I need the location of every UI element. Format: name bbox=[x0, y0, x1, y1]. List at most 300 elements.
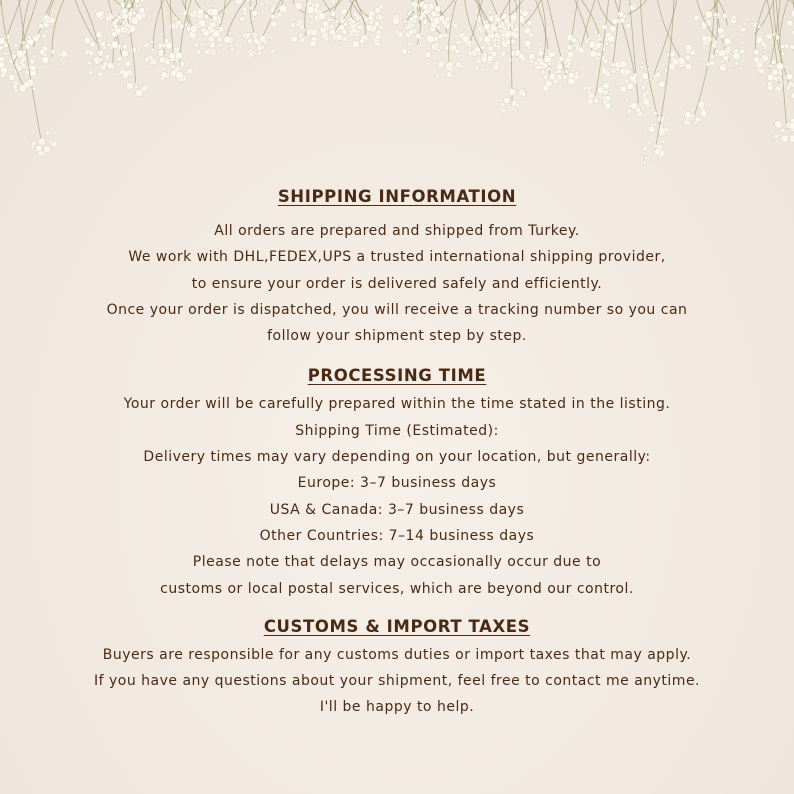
flower-bloom bbox=[789, 123, 794, 130]
flower-bloom bbox=[114, 24, 119, 29]
flower-bloom bbox=[603, 59, 608, 64]
flower-bloom bbox=[404, 19, 408, 23]
flower-bloom bbox=[563, 75, 568, 80]
flower-bloom bbox=[771, 60, 776, 65]
flower-bloom bbox=[557, 75, 562, 80]
flower-bloom bbox=[575, 71, 579, 75]
flower-bloom bbox=[117, 56, 122, 61]
flower-bloom bbox=[30, 59, 35, 64]
flower-bloom bbox=[240, 17, 245, 22]
flower-bloom bbox=[0, 33, 1, 38]
flower-bloom bbox=[411, 42, 415, 46]
flower-bloom bbox=[0, 56, 5, 61]
flower-bloom bbox=[705, 11, 713, 19]
text-line: Once your order is dispatched, you will receive a tracking number so you can bbox=[106, 301, 688, 318]
flower-bloom bbox=[96, 32, 102, 38]
flower-bloom bbox=[3, 52, 7, 56]
flower-bloom bbox=[541, 70, 545, 74]
flower-bloom bbox=[494, 33, 499, 38]
flower-bloom bbox=[587, 90, 591, 94]
flower-bloom bbox=[270, 49, 275, 54]
flower-bloom bbox=[105, 55, 110, 60]
flower-bloom bbox=[407, 50, 410, 53]
flower-bloom bbox=[446, 72, 452, 78]
text-line: We work with DHL,FEDEX,UPS a trusted international shipping provider, bbox=[128, 249, 666, 266]
flower-bloom bbox=[126, 83, 133, 90]
flower-bloom bbox=[351, 19, 356, 24]
flower-bloom bbox=[329, 24, 334, 29]
flower-bloom bbox=[753, 57, 759, 63]
flower-bloom bbox=[587, 98, 593, 104]
flower-bloom bbox=[596, 57, 600, 61]
flower-bloom bbox=[486, 68, 489, 71]
flower-bloom bbox=[772, 69, 778, 75]
flower-bloom bbox=[578, 47, 584, 53]
flower-stem bbox=[52, 0, 66, 57]
flower-bloom bbox=[603, 83, 610, 90]
flower-bloom bbox=[714, 54, 718, 58]
flower-bloom bbox=[357, 25, 362, 30]
flower-bloom bbox=[165, 59, 171, 65]
flower-bloom bbox=[353, 12, 358, 17]
flower-bloom bbox=[125, 27, 129, 31]
flower-bloom bbox=[685, 64, 692, 71]
flower-bloom bbox=[548, 67, 552, 71]
flower-bloom bbox=[618, 12, 624, 18]
flower-bloom bbox=[701, 36, 707, 42]
flower-bloom bbox=[547, 49, 551, 53]
flower-bloom bbox=[728, 69, 731, 72]
flower-bloom bbox=[45, 30, 49, 34]
text-line: Other Countries: 7–14 business days bbox=[259, 527, 535, 544]
flower-bloom bbox=[176, 71, 184, 79]
flower-bloom bbox=[150, 40, 154, 44]
flower-bloom bbox=[448, 67, 453, 72]
flower-bloom bbox=[694, 121, 698, 125]
flower-bloom bbox=[97, 50, 103, 56]
flower-bloom bbox=[435, 32, 438, 35]
flower-bloom bbox=[409, 17, 414, 22]
flower-bloom bbox=[453, 23, 458, 28]
flower-bloom bbox=[32, 87, 36, 91]
text-line: Europe: 3–7 business days bbox=[297, 475, 497, 492]
flower-bloom bbox=[483, 23, 490, 30]
flower-bloom bbox=[644, 156, 648, 160]
flower-bloom bbox=[620, 33, 623, 36]
flower-bloom bbox=[271, 15, 276, 20]
flower-bloom bbox=[773, 76, 777, 80]
flower-bloom bbox=[0, 45, 3, 49]
flower-bloom bbox=[631, 102, 638, 109]
shipping-heading-wrap bbox=[0, 182, 794, 218]
flower-bloom bbox=[204, 15, 208, 19]
flower-bloom bbox=[583, 86, 588, 91]
flower-bloom bbox=[488, 46, 493, 51]
flower-bloom bbox=[88, 61, 92, 65]
flower-bloom bbox=[661, 140, 665, 144]
flower-bloom bbox=[416, 33, 422, 39]
flower-bloom bbox=[698, 101, 705, 108]
flower-bloom bbox=[209, 42, 215, 48]
flower-bloom bbox=[780, 128, 784, 132]
flower-bloom bbox=[169, 53, 175, 59]
flower-bloom bbox=[310, 15, 314, 19]
text-line: USA & Canada: 3–7 business days bbox=[269, 501, 525, 518]
text-line: All orders are prepared and shipped from Turkey. bbox=[214, 223, 580, 239]
flower-bloom bbox=[161, 72, 167, 78]
flower-bloom bbox=[640, 61, 644, 65]
flower-bloom bbox=[190, 25, 197, 32]
flower-bloom bbox=[775, 121, 782, 128]
flower-bloom bbox=[556, 63, 562, 69]
flower-bloom bbox=[17, 50, 25, 58]
flower-bloom bbox=[366, 25, 373, 32]
flower-bloom bbox=[515, 103, 519, 107]
flower-bloom bbox=[593, 98, 598, 103]
text-line: Shipping Time (Estimated): bbox=[295, 422, 499, 439]
flower-bloom bbox=[28, 36, 32, 40]
flower-bloom bbox=[741, 27, 746, 32]
flower-bloom bbox=[774, 134, 778, 138]
gypsophila-flowers-decoration bbox=[0, 0, 794, 200]
flower-bloom bbox=[413, 6, 416, 9]
flower-bloom bbox=[13, 85, 17, 89]
flower-bloom bbox=[425, 52, 431, 58]
flower-bloom bbox=[501, 108, 506, 113]
text-line: Please note that delays may occasionally occur due to bbox=[192, 554, 602, 571]
flower-bloom bbox=[732, 15, 737, 20]
flower-bloom bbox=[162, 67, 166, 71]
flower-bloom bbox=[339, 25, 345, 31]
flower-bloom bbox=[702, 57, 705, 60]
flower-bloom bbox=[395, 30, 399, 34]
flower-bloom bbox=[723, 13, 728, 18]
flower-bloom bbox=[723, 56, 728, 61]
flower-bloom bbox=[662, 63, 665, 66]
flower-bloom bbox=[435, 6, 441, 12]
flower-bloom bbox=[455, 62, 461, 68]
flower-bloom bbox=[641, 106, 645, 110]
flower-bloom bbox=[182, 16, 186, 20]
flower-bloom bbox=[135, 85, 139, 89]
flower-bloom bbox=[690, 50, 695, 55]
flower-bloom bbox=[740, 41, 744, 45]
text-line: to ensure your order is delivered safely and efficiently. bbox=[191, 275, 603, 292]
flower-bloom bbox=[336, 34, 343, 41]
flower-bloom bbox=[254, 39, 260, 45]
flower-bloom bbox=[212, 16, 217, 21]
flower-bloom bbox=[574, 43, 578, 47]
flower-bloom bbox=[643, 161, 647, 165]
flower-bloom bbox=[291, 23, 296, 28]
flower-bloom bbox=[266, 36, 269, 39]
flower-bloom bbox=[468, 44, 472, 48]
flower-bloom bbox=[122, 13, 128, 19]
flower-bloom bbox=[642, 93, 646, 97]
flower-bloom bbox=[776, 63, 784, 71]
flower-bloom bbox=[633, 3, 636, 6]
flower-bloom bbox=[477, 26, 481, 30]
flower-bloom bbox=[340, 19, 345, 24]
flower-bloom bbox=[609, 44, 613, 48]
flower-bloom bbox=[192, 10, 197, 15]
flower-bloom bbox=[514, 27, 519, 32]
flower-bloom bbox=[784, 44, 789, 49]
flower-bloom bbox=[587, 38, 591, 42]
processing-heading-wrap bbox=[0, 361, 794, 391]
flower-bloom bbox=[204, 49, 210, 55]
flower-bloom bbox=[507, 23, 511, 27]
flower-bloom bbox=[733, 53, 740, 60]
flower-bloom bbox=[786, 86, 790, 90]
flower-bloom bbox=[713, 13, 717, 17]
flower-bloom bbox=[395, 14, 400, 19]
flower-bloom bbox=[444, 44, 450, 50]
flower-bloom bbox=[493, 64, 499, 70]
flower-bloom bbox=[648, 126, 655, 133]
flower-bloom bbox=[627, 109, 632, 114]
flower-bloom bbox=[291, 36, 297, 42]
flower-bloom bbox=[491, 25, 498, 32]
flower-bloom bbox=[456, 40, 461, 45]
flower-bloom bbox=[503, 97, 510, 104]
flower-bloom bbox=[141, 87, 146, 92]
flower-bloom bbox=[14, 43, 18, 47]
customs-import-taxes-heading: CUSTOMS & IMPORT TAXES bbox=[263, 616, 531, 636]
flower-bloom bbox=[423, 20, 428, 25]
flower-bloom bbox=[626, 23, 631, 28]
flower-bloom bbox=[200, 43, 203, 46]
flower-bloom bbox=[511, 32, 517, 38]
flower-bloom bbox=[694, 15, 700, 21]
text-line: customs or local postal services, which are beyond our control. bbox=[160, 580, 634, 597]
flower-bloom bbox=[265, 6, 269, 10]
flower-bloom bbox=[224, 36, 231, 43]
flower-bloom bbox=[776, 86, 782, 92]
flower-bloom bbox=[597, 37, 601, 41]
flower-bloom bbox=[508, 89, 515, 96]
text-line: If you have any questions about your shipment, feel free to contact me anytime. bbox=[93, 673, 701, 690]
flower-bloom bbox=[45, 20, 49, 24]
flower-bloom bbox=[45, 131, 50, 136]
flower-bloom bbox=[356, 29, 360, 33]
flower-bloom bbox=[710, 61, 715, 66]
flower-bloom bbox=[493, 43, 497, 47]
flower-bloom bbox=[230, 44, 234, 48]
flower-bloom bbox=[270, 8, 275, 13]
flower-bloom bbox=[207, 26, 212, 31]
flower-bloom bbox=[533, 61, 538, 66]
flower-bloom bbox=[627, 83, 634, 90]
flower-bloom bbox=[700, 110, 707, 117]
flower-bloom bbox=[310, 29, 317, 36]
flower-bloom bbox=[365, 44, 368, 47]
flower-bloom bbox=[122, 50, 129, 57]
flower-bloom bbox=[217, 37, 222, 42]
flower-bloom bbox=[211, 49, 215, 53]
flower-bloom bbox=[376, 30, 381, 35]
flower-bloom bbox=[300, 37, 305, 42]
flower-bloom bbox=[684, 112, 691, 119]
flower-bloom bbox=[342, 37, 347, 42]
flower-bloom bbox=[40, 49, 46, 55]
flower-bloom bbox=[781, 52, 785, 56]
flower-bloom bbox=[608, 35, 615, 42]
flower-bloom bbox=[643, 99, 650, 106]
flower-bloom bbox=[647, 141, 651, 145]
flower-bloom bbox=[270, 36, 274, 40]
flower-bloom bbox=[753, 49, 759, 55]
flower-bloom bbox=[731, 28, 734, 31]
flower-bloom bbox=[590, 50, 597, 57]
flower-bloom bbox=[146, 70, 150, 74]
flower-bloom bbox=[642, 73, 649, 80]
flower-bloom bbox=[194, 43, 199, 48]
flower-bloom bbox=[596, 42, 602, 48]
flower-bloom bbox=[166, 42, 173, 49]
flower-bloom bbox=[324, 37, 329, 42]
flower-bloom bbox=[497, 51, 500, 54]
flower-bloom bbox=[139, 7, 145, 13]
flower-bloom bbox=[721, 60, 724, 63]
flower-bloom bbox=[260, 2, 264, 6]
flower-bloom bbox=[620, 18, 625, 23]
flower-bloom bbox=[360, 39, 365, 44]
flower-bloom bbox=[314, 8, 319, 13]
flower-bloom bbox=[509, 50, 515, 56]
flower-bloom bbox=[228, 32, 232, 36]
flower-bloom bbox=[670, 51, 676, 57]
flower-stem bbox=[164, 0, 183, 23]
flower-bloom bbox=[235, 0, 243, 5]
flower-bloom bbox=[218, 26, 224, 32]
flower-bloom bbox=[107, 43, 111, 47]
flower-bloom bbox=[116, 72, 120, 76]
flower-bloom bbox=[441, 19, 447, 25]
flower-bloom bbox=[605, 42, 609, 46]
flower-bloom bbox=[630, 75, 637, 82]
flower-bloom bbox=[422, 4, 428, 10]
flower-bloom bbox=[88, 50, 93, 55]
flower-bloom bbox=[219, 43, 223, 47]
flower-bloom bbox=[568, 72, 574, 78]
flower-bloom bbox=[594, 30, 598, 34]
flower-bloom bbox=[298, 33, 302, 37]
flower-bloom bbox=[335, 20, 339, 24]
flower-bloom bbox=[98, 72, 103, 77]
flower-bloom bbox=[672, 58, 679, 65]
flower-bloom bbox=[612, 18, 618, 24]
flower-bloom bbox=[528, 46, 532, 50]
flower-bloom bbox=[641, 85, 646, 90]
flower-bloom bbox=[612, 67, 616, 71]
flower-bloom bbox=[246, 0, 250, 2]
flower-bloom bbox=[99, 58, 103, 62]
flower-bloom bbox=[375, 16, 379, 20]
flower-bloom bbox=[528, 32, 533, 37]
flower-bloom bbox=[478, 37, 483, 42]
flower-bloom bbox=[717, 27, 724, 34]
flower-bloom bbox=[497, 44, 501, 48]
flower-bloom bbox=[640, 65, 644, 69]
flower-bloom bbox=[488, 10, 492, 14]
flower-bloom bbox=[597, 87, 604, 94]
flower-bloom bbox=[176, 52, 183, 59]
flower-bloom bbox=[625, 97, 629, 101]
flower-bloom bbox=[620, 86, 627, 93]
flower-bloom bbox=[778, 70, 784, 76]
flower-bloom bbox=[436, 73, 440, 77]
flower-bloom bbox=[625, 69, 631, 75]
flower-bloom bbox=[8, 74, 14, 80]
flower-bloom bbox=[769, 64, 773, 68]
flower-bloom bbox=[571, 37, 576, 42]
flower-bloom bbox=[248, 53, 253, 58]
flower-bloom bbox=[685, 55, 691, 61]
flower-bloom bbox=[330, 11, 336, 17]
flower-bloom bbox=[318, 12, 325, 19]
flower-bloom bbox=[462, 35, 469, 42]
flower-bloom bbox=[187, 68, 193, 74]
flower-bloom bbox=[98, 39, 102, 43]
flower-bloom bbox=[197, 9, 204, 16]
flower-bloom bbox=[242, 7, 247, 12]
flower-bloom bbox=[435, 43, 440, 48]
flower-bloom bbox=[51, 141, 57, 147]
shipping-policy-document bbox=[0, 182, 794, 721]
flower-bloom bbox=[32, 55, 36, 59]
text-line: Delivery times may vary depending on your location, but generally: bbox=[143, 449, 651, 466]
flower-bloom bbox=[22, 41, 25, 44]
flower-stem bbox=[754, 0, 774, 34]
flower-bloom bbox=[58, 53, 62, 57]
flower-bloom bbox=[310, 2, 313, 5]
flower-bloom bbox=[567, 51, 574, 58]
flower-bloom bbox=[352, 41, 359, 48]
flower-bloom bbox=[250, 6, 254, 10]
flower-bloom bbox=[51, 50, 56, 55]
flower-bloom bbox=[653, 112, 657, 116]
flower-bloom bbox=[589, 41, 596, 48]
flower-bloom bbox=[475, 66, 479, 70]
flower-bloom bbox=[258, 51, 263, 56]
flower-bloom bbox=[724, 38, 731, 45]
flower-bloom bbox=[39, 24, 44, 29]
flower-bloom bbox=[543, 75, 547, 79]
flower-bloom bbox=[643, 146, 648, 151]
flower-bloom bbox=[310, 40, 317, 47]
flower-bloom bbox=[501, 51, 506, 56]
flower-bloom bbox=[296, 20, 299, 23]
flower-bloom bbox=[196, 50, 201, 55]
flower-bloom bbox=[619, 61, 626, 68]
flower-bloom bbox=[656, 72, 661, 77]
flower-bloom bbox=[548, 62, 552, 66]
flower-bloom bbox=[419, 16, 424, 21]
flower-bloom bbox=[271, 21, 277, 27]
flower-bloom bbox=[786, 73, 792, 79]
flower-bloom bbox=[538, 50, 544, 56]
flower-bloom bbox=[790, 45, 794, 50]
flower-bloom bbox=[405, 24, 408, 27]
flower-bloom bbox=[659, 81, 665, 87]
flower-bloom bbox=[495, 17, 501, 23]
flower-bloom bbox=[487, 42, 491, 46]
flower-bloom bbox=[0, 61, 5, 68]
flower-bloom bbox=[197, 25, 201, 29]
flower-bloom bbox=[766, 33, 772, 39]
flower-bloom bbox=[42, 34, 47, 39]
